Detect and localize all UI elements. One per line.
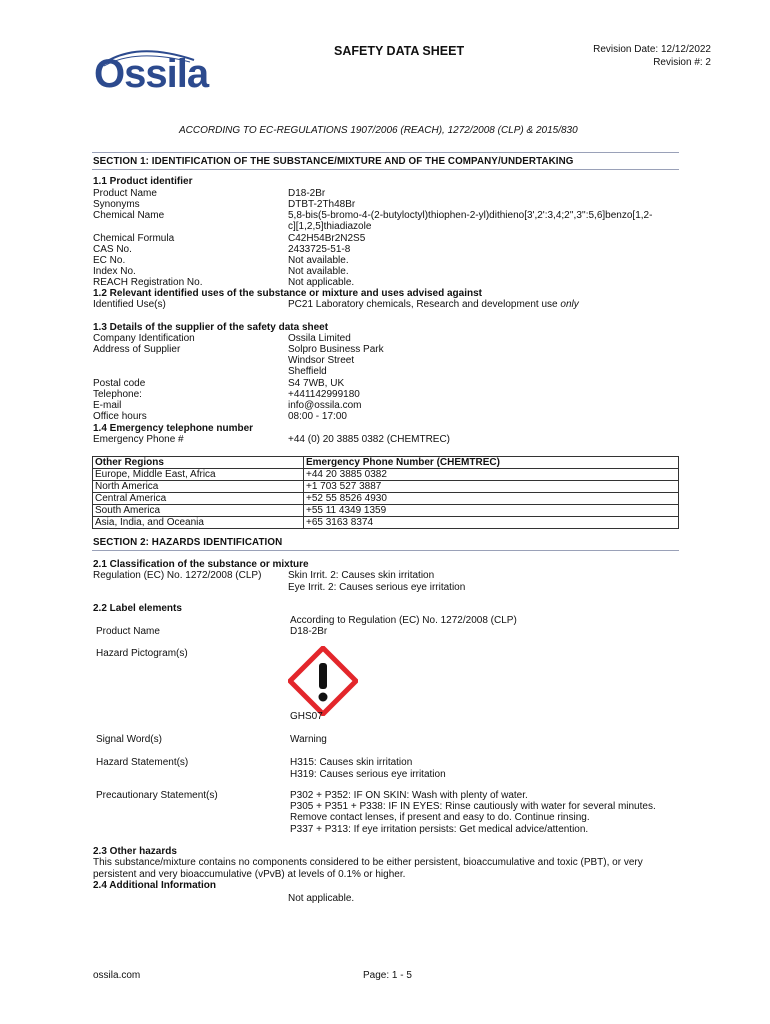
formula-value: C42H54Br2N2S5 — [288, 233, 366, 244]
s12-title: 1.2 Relevant identified uses of the substance or mixture and uses advised against — [93, 288, 483, 299]
address-line2: Windsor Street — [288, 355, 355, 366]
additional-info-value: Not applicable. — [288, 893, 355, 904]
label-product-name-label: Product Name — [96, 626, 160, 637]
hazard-statement-2: H319: Causes serious eye irritation — [290, 769, 446, 780]
reach-value: Not applicable. — [288, 277, 355, 288]
emergency-value: +44 (0) 20 3885 0382 (CHEMTREC) — [288, 434, 451, 445]
region-cell: North America — [93, 481, 304, 493]
section1-bottom-rule — [92, 169, 679, 170]
product-label: Product Name — [93, 188, 157, 199]
pictogram-label: Hazard Pictogram(s) — [96, 648, 188, 659]
s14-title: 1.4 Emergency telephone number — [93, 423, 254, 434]
telephone-label: Telephone: — [93, 389, 142, 400]
s24-title: 2.4 Additional Information — [93, 880, 216, 891]
precaution-1: P302 + P352: IF ON SKIN: Wash with plenty of water. — [290, 790, 528, 801]
emergency-label: Emergency Phone # — [93, 434, 184, 445]
ossila-logo — [94, 46, 209, 96]
chemical-name-label: Chemical Name — [93, 210, 165, 221]
index-label: Index No. — [93, 266, 136, 277]
precautionary-label: Precautionary Statement(s) — [96, 790, 218, 801]
cas-value: 2433725-51-8 — [288, 244, 351, 255]
email-label: E-mail — [93, 400, 122, 411]
hazard-statements-label: Hazard Statement(s) — [96, 757, 189, 768]
address-label: Address of Supplier — [93, 344, 181, 355]
precaution-2: P305 + P351 + P338: IF IN EYES: Rinse cautiously with water for several minutes. — [290, 801, 656, 812]
regulations-line: ACCORDING TO EC-REGULATIONS 1907/2006 (REACH), 1272/2008 (CLP) & 2015/830 — [179, 125, 578, 136]
synonyms-value: DTBT-2Th48Br — [288, 199, 356, 210]
address-line1: Solpro Business Park — [288, 344, 384, 355]
revision-number: Revision #: 2 — [653, 57, 711, 68]
other-hazards-line-2: persistent and very bioaccumulative (vPvB) at levels of 0.1% or higher. — [93, 869, 406, 880]
identified-uses-text: PC21 Laboratory chemicals, Research and development use — [288, 299, 558, 310]
chemical-name-value-cont: c][1,2,5]thiadiazole — [288, 221, 372, 232]
classification-value-2: Eye Irrit. 2: Causes serious eye irritation — [288, 582, 466, 593]
phone-cell: +55 11 4349 1359 — [304, 505, 679, 517]
table-row — [93, 481, 679, 493]
footer-page-number: Page: 1 - 5 — [363, 970, 412, 981]
phone-cell: +52 55 8526 4930 — [304, 493, 679, 505]
section2-title: SECTION 2: HAZARDS IDENTIFICATION — [93, 537, 283, 548]
precaution-4: P337 + P313: If eye irritation persists: Get medical advice/attention. — [290, 824, 589, 835]
region-cell: Asia, India, and Oceania — [93, 517, 304, 529]
index-value: Not available. — [288, 266, 349, 277]
pictogram-code: GHS07 — [290, 711, 323, 722]
phone-cell: +1 703 527 3887 — [304, 481, 679, 493]
telephone-value: +441142999180 — [288, 389, 360, 400]
phone-cell: +44 20 3885 0382 — [304, 469, 679, 481]
regions-table — [92, 456, 679, 529]
ec-label: EC No. — [93, 255, 126, 266]
footer-site: ossila.com — [93, 970, 141, 981]
section1-top-rule — [92, 152, 679, 153]
reach-label: REACH Registration No. — [93, 277, 203, 288]
logo-wordmark: Ossila — [94, 52, 209, 96]
s22-title: 2.2 Label elements — [93, 603, 182, 614]
email-value: info@ossila.com — [288, 400, 362, 411]
postal-label: Postal code — [93, 378, 146, 389]
revision-date: Revision Date: 12/12/2022 — [593, 44, 711, 55]
company-value: Ossila Limited — [288, 333, 351, 344]
other-hazards-line-1: This substance/mixture contains no components considered to be either persistent, bioaccumulative and toxic (PBT), or very — [93, 857, 643, 868]
ghs07-exclamation-icon — [288, 646, 358, 716]
identified-uses-only: only — [560, 299, 579, 310]
office-hours-value: 08:00 - 17:00 — [288, 411, 347, 422]
according-text: According to Regulation (EC) No. 1272/2008 (CLP) — [290, 615, 517, 626]
document-title: SAFETY DATA SHEET — [334, 44, 465, 58]
table-header-regions: Other Regions — [93, 457, 304, 469]
classification-label: Regulation (EC) No. 1272/2008 (CLP) — [93, 570, 262, 581]
identified-uses-value — [288, 299, 579, 311]
table-row — [93, 469, 679, 481]
synonyms-label: Synonyms — [93, 199, 140, 210]
table-row — [93, 505, 679, 517]
signal-word-value: Warning — [290, 734, 327, 745]
ec-value: Not available. — [288, 255, 349, 266]
table-header-row — [93, 457, 679, 469]
precaution-3: Remove contact lenses, if present and easy to do. Continue rinsing. — [290, 812, 590, 823]
region-cell: South America — [93, 505, 304, 517]
s23-title: 2.3 Other hazards — [93, 846, 177, 857]
section2-bottom-rule — [92, 550, 679, 551]
product-value: D18-2Br — [288, 188, 326, 199]
hazard-statement-1: H315: Causes skin irritation — [290, 757, 413, 768]
s11-title: 1.1 Product identifier — [93, 176, 193, 187]
phone-cell: +65 3163 8374 — [304, 517, 679, 529]
s21-title: 2.1 Classification of the substance or mixture — [93, 559, 309, 570]
identified-uses-label: Identified Use(s) — [93, 299, 166, 310]
signal-word-label: Signal Word(s) — [96, 734, 162, 745]
office-hours-label: Office hours — [93, 411, 147, 422]
table-header-phone: Emergency Phone Number (CHEMTREC) — [304, 457, 679, 469]
table-row — [93, 493, 679, 505]
table-row — [93, 517, 679, 529]
chemical-name-value: 5,8-bis(5-bromo-4-(2-butyloctyl)thiophen-2-yl)dithieno[3',2':3,4;2'',3'':5,6]benzo[1,2- — [288, 210, 653, 221]
company-label: Company Identification — [93, 333, 195, 344]
address-line3: Sheffield — [288, 366, 327, 377]
classification-value-1: Skin Irrit. 2: Causes skin irritation — [288, 570, 435, 581]
s13-title: 1.3 Details of the supplier of the safety data sheet — [93, 322, 329, 333]
label-product-name-value: D18-2Br — [290, 626, 328, 637]
section1-title: SECTION 1: IDENTIFICATION OF THE SUBSTANCE/MIXTURE AND OF THE COMPANY/UNDERTAKING — [93, 156, 574, 167]
postal-value: S4 7WB, UK — [288, 378, 345, 389]
cas-label: CAS No. — [93, 244, 132, 255]
region-cell: Central America — [93, 493, 304, 505]
region-cell: Europe, Middle East, Africa — [93, 469, 304, 481]
formula-label: Chemical Formula — [93, 233, 175, 244]
